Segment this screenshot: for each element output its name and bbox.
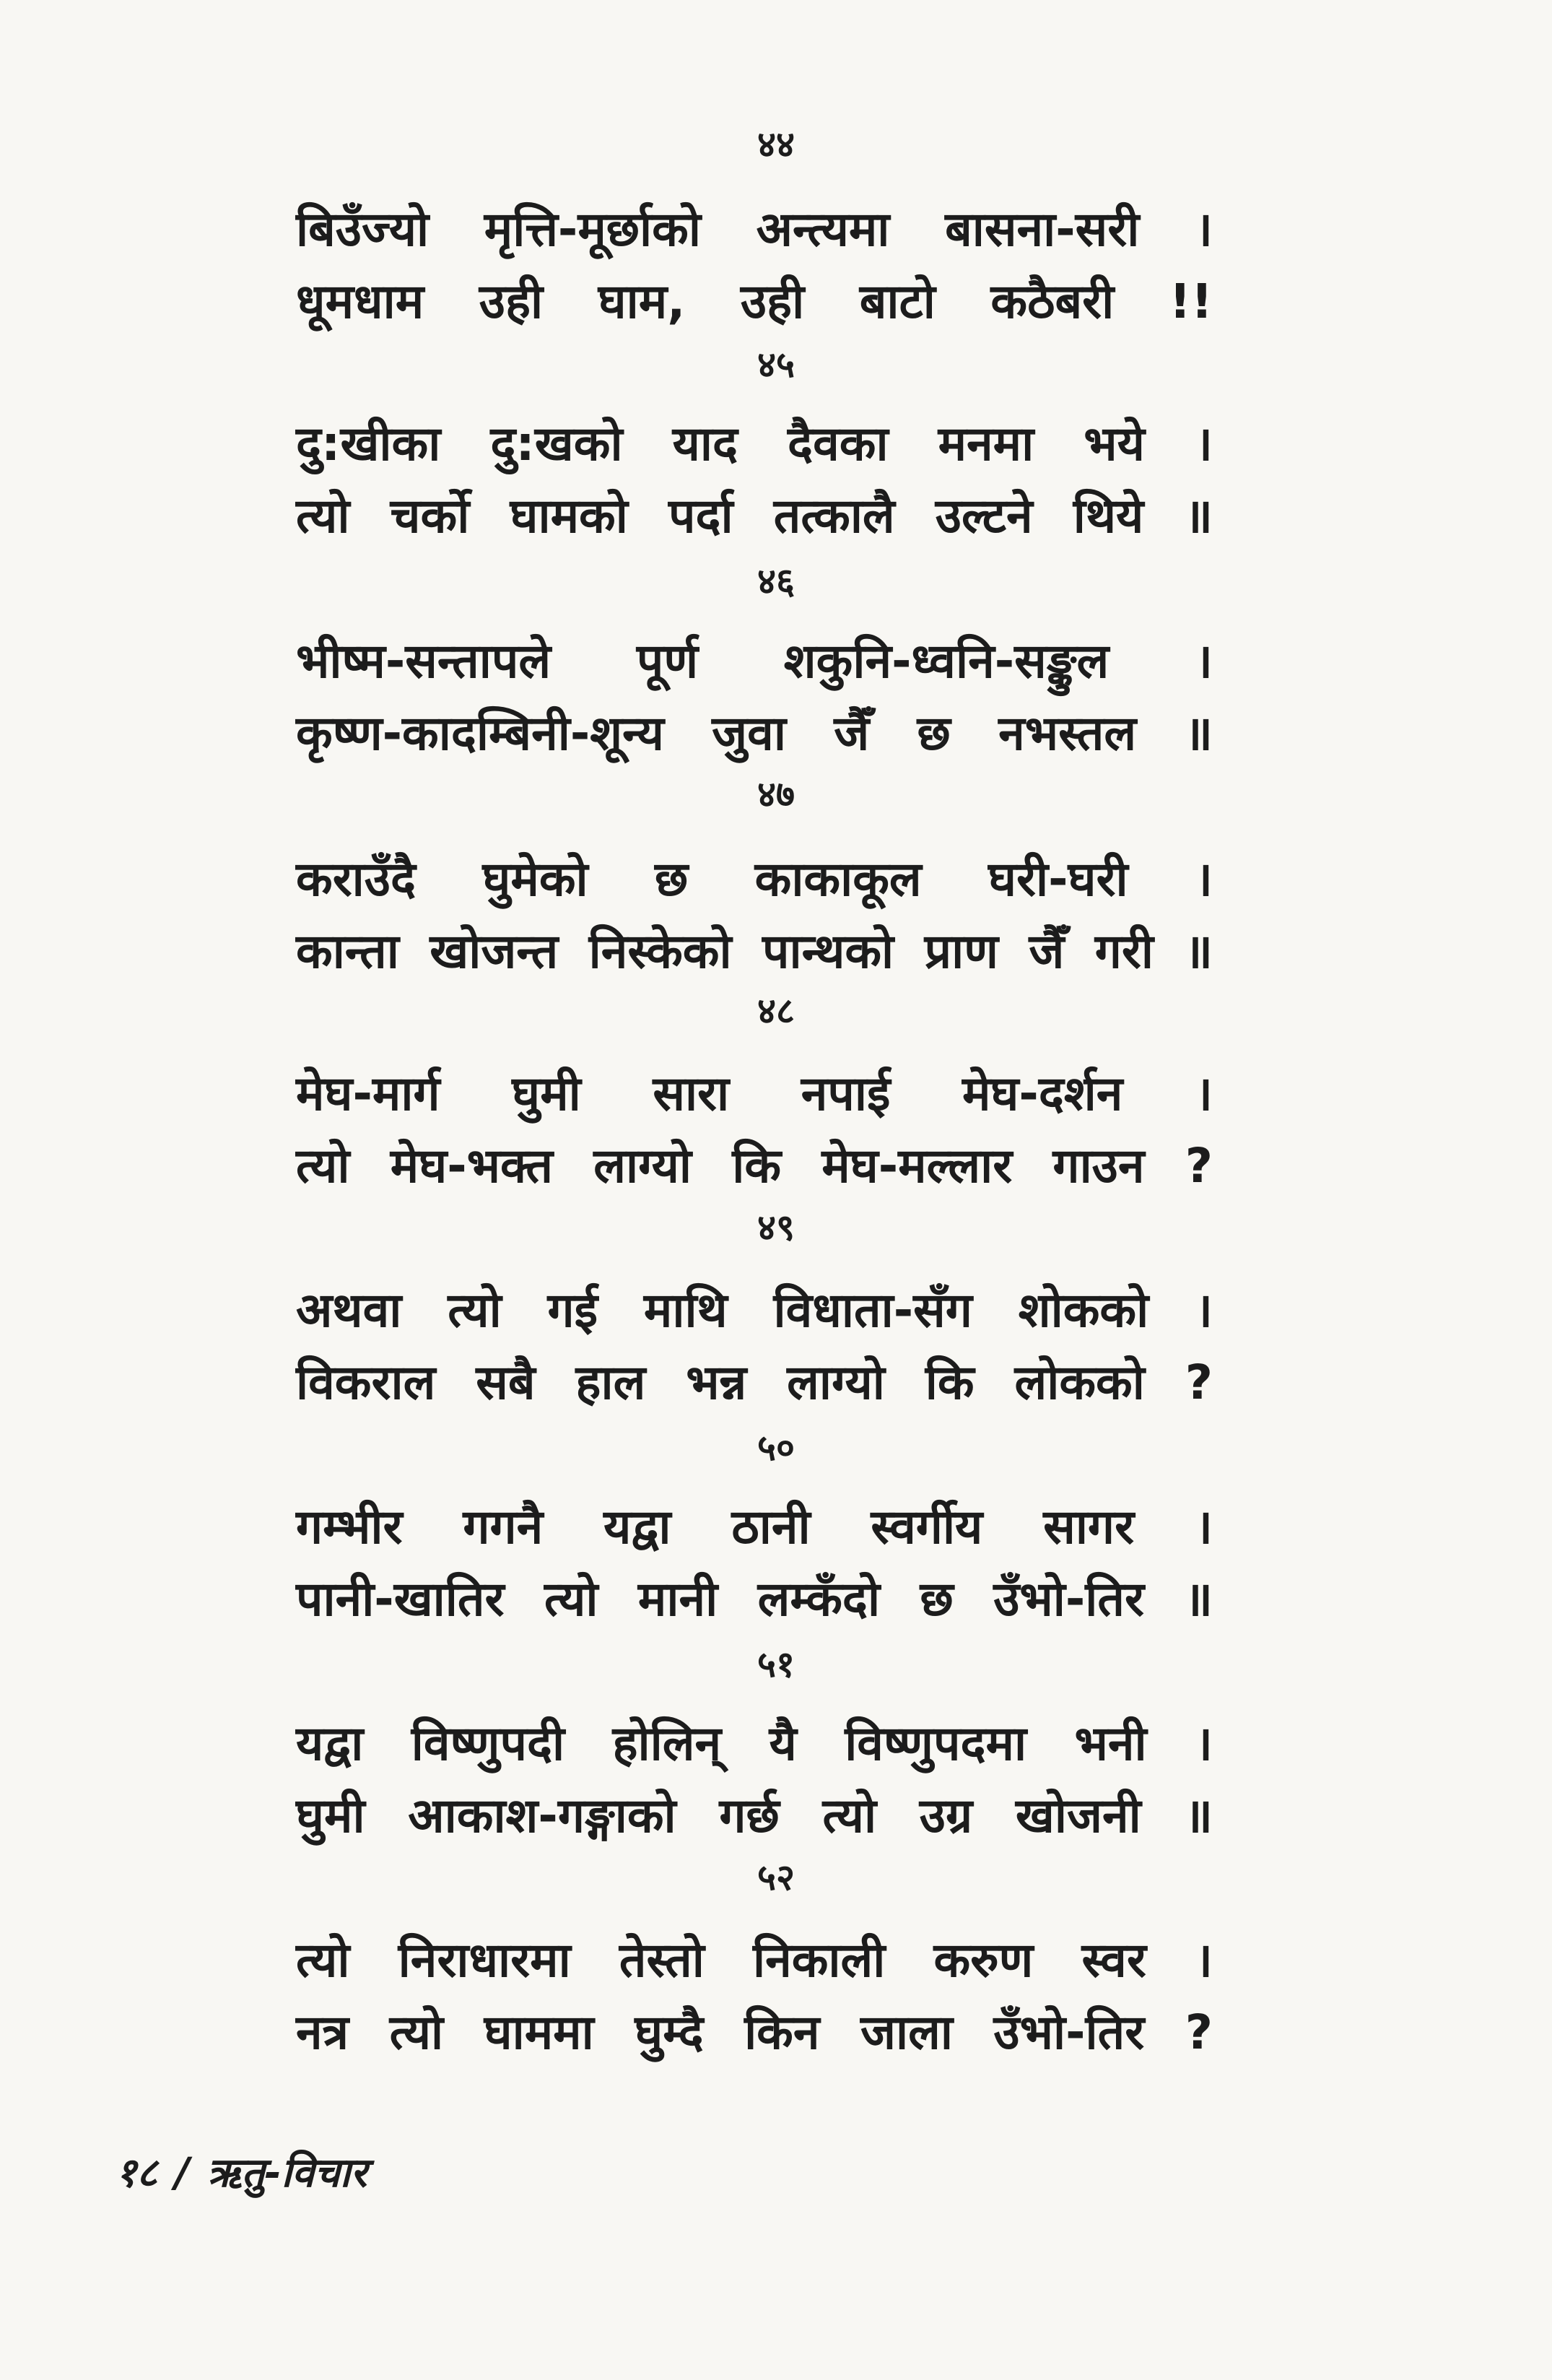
verse-line: विकराल सबै हाल भन्न लाग्यो कि लोकको ?	[296, 1355, 1213, 1410]
stanza-number: ५१	[757, 1643, 795, 1685]
verse-line: नत्र त्यो घाममा घुम्दै किन जाला उँभो-तिर ?	[296, 2005, 1213, 2060]
verse-line: भीष्म-सन्तापले पूर्ण शकुनि-ध्वनि-सङ्कुल ।	[296, 633, 1213, 689]
verse-line: त्यो मेघ-भक्त लाग्यो कि मेघ-मल्लार गाउन ?	[296, 1138, 1213, 1194]
verse-line: अथवा त्यो गई माथि विधाता-सँग शोकको ।	[296, 1282, 1213, 1338]
verse-line: कराउँदै घुमेको छ काकाकूल घरी-घरी ।	[296, 851, 1213, 907]
stanza-number: ४८	[757, 990, 795, 1032]
page-number: १८	[115, 2150, 158, 2197]
stanza-number: ४७	[757, 773, 795, 815]
verse-line: मेघ-मार्ग घुमी सारा नपाई मेघ-दर्शन ।	[296, 1066, 1213, 1121]
verse-line: बिउँज्यो मृत्ति-मूर्छाको अन्त्यमा बासना-सरी ।	[296, 201, 1213, 257]
verse-line: घुमी आकाश-गङ्गाको गर्छ त्यो उग्र खोजनी ॥	[296, 1788, 1213, 1843]
footer-separator: /	[175, 2150, 190, 2197]
verse-line: त्यो चर्को घामको पर्दा तत्कालै उल्टने थिये ॥	[296, 488, 1213, 544]
verse-line: दु:खीका दु:खको याद दैवका मनमा भये ।	[296, 416, 1213, 472]
verse-line: पानी-खातिर त्यो मानी लम्कँदो छ उँभो-तिर ॥	[296, 1571, 1213, 1627]
verse-line: धूमधाम उही घाम, उही बाटो कठैबरी !!	[296, 274, 1213, 329]
stanza-number: ५२	[757, 1856, 795, 1898]
verse-line: त्यो निराधारमा तेस्तो निकाली करुण स्वर ।	[296, 1932, 1213, 1988]
stanza-number: ४४	[757, 123, 795, 165]
verse-line: यद्वा विष्णुपदी होलिन् यै विष्णुपदमा भनी ।	[296, 1716, 1213, 1771]
verse-line: गम्भीर गगनै यद्वा ठानी स्वर्गीय सागर ।	[296, 1499, 1213, 1555]
stanza-number: ५०	[757, 1427, 795, 1469]
verse-line: कृष्ण-कादम्बिनी-शून्य जुवा जैँ छ नभस्तल ॥	[296, 705, 1213, 761]
stanza-number: ४९	[757, 1207, 795, 1248]
stanza-number: ४६	[757, 560, 795, 602]
page-footer	[115, 2141, 367, 2206]
book-title: ऋतु-विचार	[206, 2150, 367, 2197]
verse-line: कान्ता खोजन्त निस्केको पान्थको प्राण जैँ गरी ॥	[296, 924, 1213, 979]
stanza-number: ४५	[757, 344, 795, 386]
